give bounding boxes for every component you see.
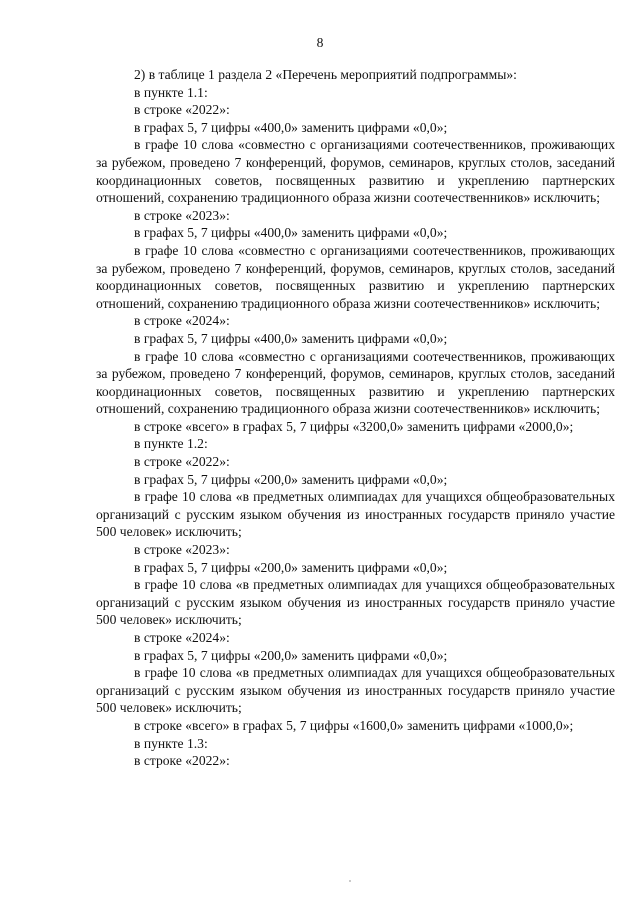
- paragraph: в пункте 1.2:: [134, 436, 208, 452]
- scan-speck: [349, 880, 351, 882]
- paragraph: в строке «всего» в графах 5, 7 цифры «1600,0» заменить цифрами «1000,0»;: [134, 717, 574, 733]
- paragraph: в графах 5, 7 цифры «200,0» заменить цифрами «0,0»;: [134, 471, 448, 487]
- paragraph: в графе 10 слова «в предметных олимпиадах для учащихся общеобразовательных организаций с русским языком обучения из иностранных государств приняло участие 500 человек» исключить;: [96, 665, 615, 716]
- paragraph: в пункте 1.1:: [134, 84, 208, 100]
- paragraph: в строке «2023»:: [134, 542, 230, 558]
- paragraph: в графе 10 слова «совместно с организациями соотечественников, проживающих за рубежом, проведено 7 конференций, форумов, семинаров, круглых столов, заседаний координационных советов, посвященных развитию и укреплению партнерских отношений, сохранению традиционного образа жизни соотечественников» исключить;: [96, 242, 615, 311]
- paragraph: в графах 5, 7 цифры «200,0» заменить цифрами «0,0»;: [134, 647, 448, 663]
- paragraph: в графах 5, 7 цифры «400,0» заменить цифрами «0,0»;: [134, 225, 448, 241]
- paragraph: в графах 5, 7 цифры «200,0» заменить цифрами «0,0»;: [134, 559, 448, 575]
- paragraph: в пункте 1.3:: [134, 735, 208, 751]
- paragraph: в строке «2022»:: [134, 753, 230, 769]
- document-body: [96, 66, 615, 770]
- page-number: 8: [316, 35, 324, 50]
- paragraph: в графах 5, 7 цифры «400,0» заменить цифрами «0,0»;: [134, 119, 448, 135]
- paragraph: в графе 10 слова «в предметных олимпиадах для учащихся общеобразовательных организаций с русским языком обучения из иностранных государств приняло участие 500 человек» исключить;: [96, 489, 615, 540]
- paragraph: в графах 5, 7 цифры «400,0» заменить цифрами «0,0»;: [134, 330, 448, 346]
- paragraph: в графе 10 слова «в предметных олимпиадах для учащихся общеобразовательных организаций с русским языком обучения из иностранных государств приняло участие 500 человек» исключить;: [96, 577, 615, 628]
- paragraph: в строке «2024»:: [134, 313, 230, 329]
- paragraph: в строке «всего» в графах 5, 7 цифры «3200,0» заменить цифрами «2000,0»;: [134, 418, 574, 434]
- paragraph: в строке «2022»:: [134, 102, 230, 118]
- paragraph: в строке «2023»:: [134, 207, 230, 223]
- paragraph: в строке «2024»:: [134, 630, 230, 645]
- paragraph: в графе 10 слова «совместно с организациями соотечественников, проживающих за рубежом, проведено 7 конференций, форумов, семинаров, круглых столов, заседаний координационных советов, посвященных развитию и укреплению партнерских отношений, сохранению традиционного образа жизни соотечественников» исключить;: [96, 348, 615, 417]
- paragraph: 2) в таблице 1 раздела 2 «Перечень мероприятий подпрограммы»:: [134, 67, 517, 82]
- paragraph: в графе 10 слова «совместно с организациями соотечественников, проживающих за рубежом, проведено 7 конференций, форумов, семинаров, круглых столов, заседаний координационных советов, посвященных развитию и укреплению партнерских отношений, сохранению традиционного образа жизни соотечественников» исключить;: [96, 137, 615, 206]
- paragraph: в строке «2022»:: [134, 454, 230, 470]
